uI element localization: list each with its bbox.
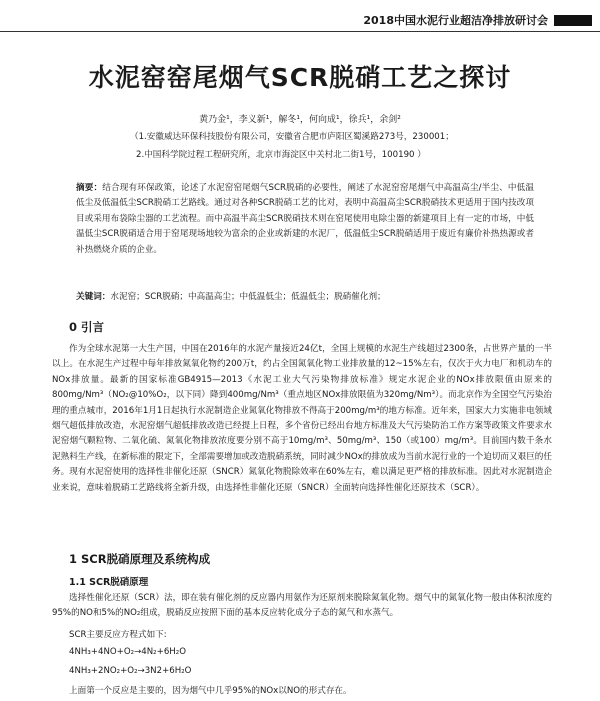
affiliation-1: （1.安徽威达环保科技股份有限公司，安徽省合肥市庐阳区蜀溪路273号，230001；	[130, 132, 454, 142]
abstract	[76, 181, 534, 258]
intro-paragraph: 作为全球水泥第一大生产国，中国在2016年的水泥产量接近24亿t，全国上规模的水泥生产线超过2300条，占世界产量的一半以上。在水泥生产过程中每年排放氮氧化物约200万t，约占全国氮氧化物工业排放量的12~15%左右，仅次于火力电厂和机动车的NOx排放量。最新的国家标准GB4915—2013《水泥工业大气污染物排放标准》规定水泥企业的NOx排放限值由原来的800mg/Nm³（NO₂@10%O₂，以下同）降到400mg/Nm³（重点地区NOx排放限值为320mg/Nm³）。而北京作为全国空气污染治理的重点城市，2016年1月1日起执行水泥制造企业氮氧化物排放不得高于200mg/m³的地方标准。近年来，国家大力实施非电领域烟气超低排放改造，水泥窑烟气超低排放改造已经提上日程，多个省份已经出台地方标准及大气污染防治工作方案等政策文件要求水泥窑烟气颗粒物、二氧化硫、氮氧化物排放浓度要分别不高于10mg/m³、50mg/m³、150（或100）mg/m³。目前国内数千条水泥熟料生产线，在新标准的限定下，全部需要增加或改造脱硝系统，同时减少NOx的排放成为当前水泥行业的一个迫切而又艰巨的任务。现有水泥窑使用的选择性非催化还原（SNCR）氮氧化物脱除效率在60%左右，难以满足更严格的排放标准。因此对水泥制造企业来说，意味着脱硝工艺路线将全新升级，由选择性非催化还原（SNCR）全面转向选择性催化还原技术（SCR）。	[52, 344, 552, 493]
subsection-heading-scr-principle: 1.1 SCR脱硝原理	[69, 577, 149, 588]
closing-sentence: 上面第一个反应是主要的，因为烟气中几乎95%的NOx以NO的形式存在。	[69, 686, 352, 696]
paper-title: 水泥窑窑尾烟气SCR脱硝工艺之探讨	[88, 63, 512, 92]
reaction-equation-2: 4NH₃+2NO₂+O₂→3N2+6H₂O	[69, 666, 192, 676]
scr-principle-paragraph: 选择性催化还原（SCR）法，即在装有催化剂的反应器内用氨作为还原剂来脱除氮氧化物。烟气中的氮氧化物一般由体积浓度约95%的NO和5%的NO₂组成，脱硝反应按照下面的基本反应转化成分子态的氮气和水蒸气。	[52, 593, 552, 619]
keywords	[76, 290, 534, 302]
abstract-label: 摘要：	[76, 183, 103, 193]
header-marker-bar	[554, 15, 592, 26]
reaction-equation-1: 4NH₃+4NO+O₂→4N₂+6H₂O	[69, 647, 186, 657]
reactions-title: SCR主要反应方程式如下:	[69, 630, 167, 640]
keywords-text: 水泥窑；SCR脱硝；中高温高尘；中低温低尘；低温低尘；脱硝催化剂；	[110, 292, 386, 302]
author-list: 黄乃金¹，李义新¹，解冬¹，何向成¹，徐兵¹，余剑²	[199, 115, 401, 125]
conference-header	[0, 9, 600, 32]
abstract-text: 结合现有环保政策，论述了水泥窑窑尾烟气SCR脱硝的必要性，阐述了水泥窑窑尾烟气中高温高尘/半尘、中低温低尘及低温低尘SCR脱硝工艺路线。通过对各种SCR脱硝工艺的比对，表明中高温高尘SCR脱硝技术更适用于国内技改项目或采用布袋除尘器的工艺流程。而中高温半高尘SCR脱硝技术则在窑尾使用电除尘器的新建项目上有一定的市场，中低温低尘SCR脱硝适合用于窑尾现场地较为富余的企业或新建的水泥厂，低温低尘SCR脱硝适用于废近有廉价补热热源或者补热燃烧介质的企业。	[76, 183, 534, 255]
affiliations	[130, 128, 454, 164]
keywords-label: 关键词：	[76, 292, 111, 302]
affiliation-2: 2.中国科学院过程工程研究所，北京市海淀区中关村北二街1号，100190 ）	[136, 150, 426, 160]
conference-title: 2018中国水泥行业超洁净排放研讨会	[363, 14, 548, 27]
section-heading-intro: 0 引言	[69, 320, 105, 334]
section-heading-scr: 1 SCR脱硝原理及系统构成	[69, 552, 211, 566]
